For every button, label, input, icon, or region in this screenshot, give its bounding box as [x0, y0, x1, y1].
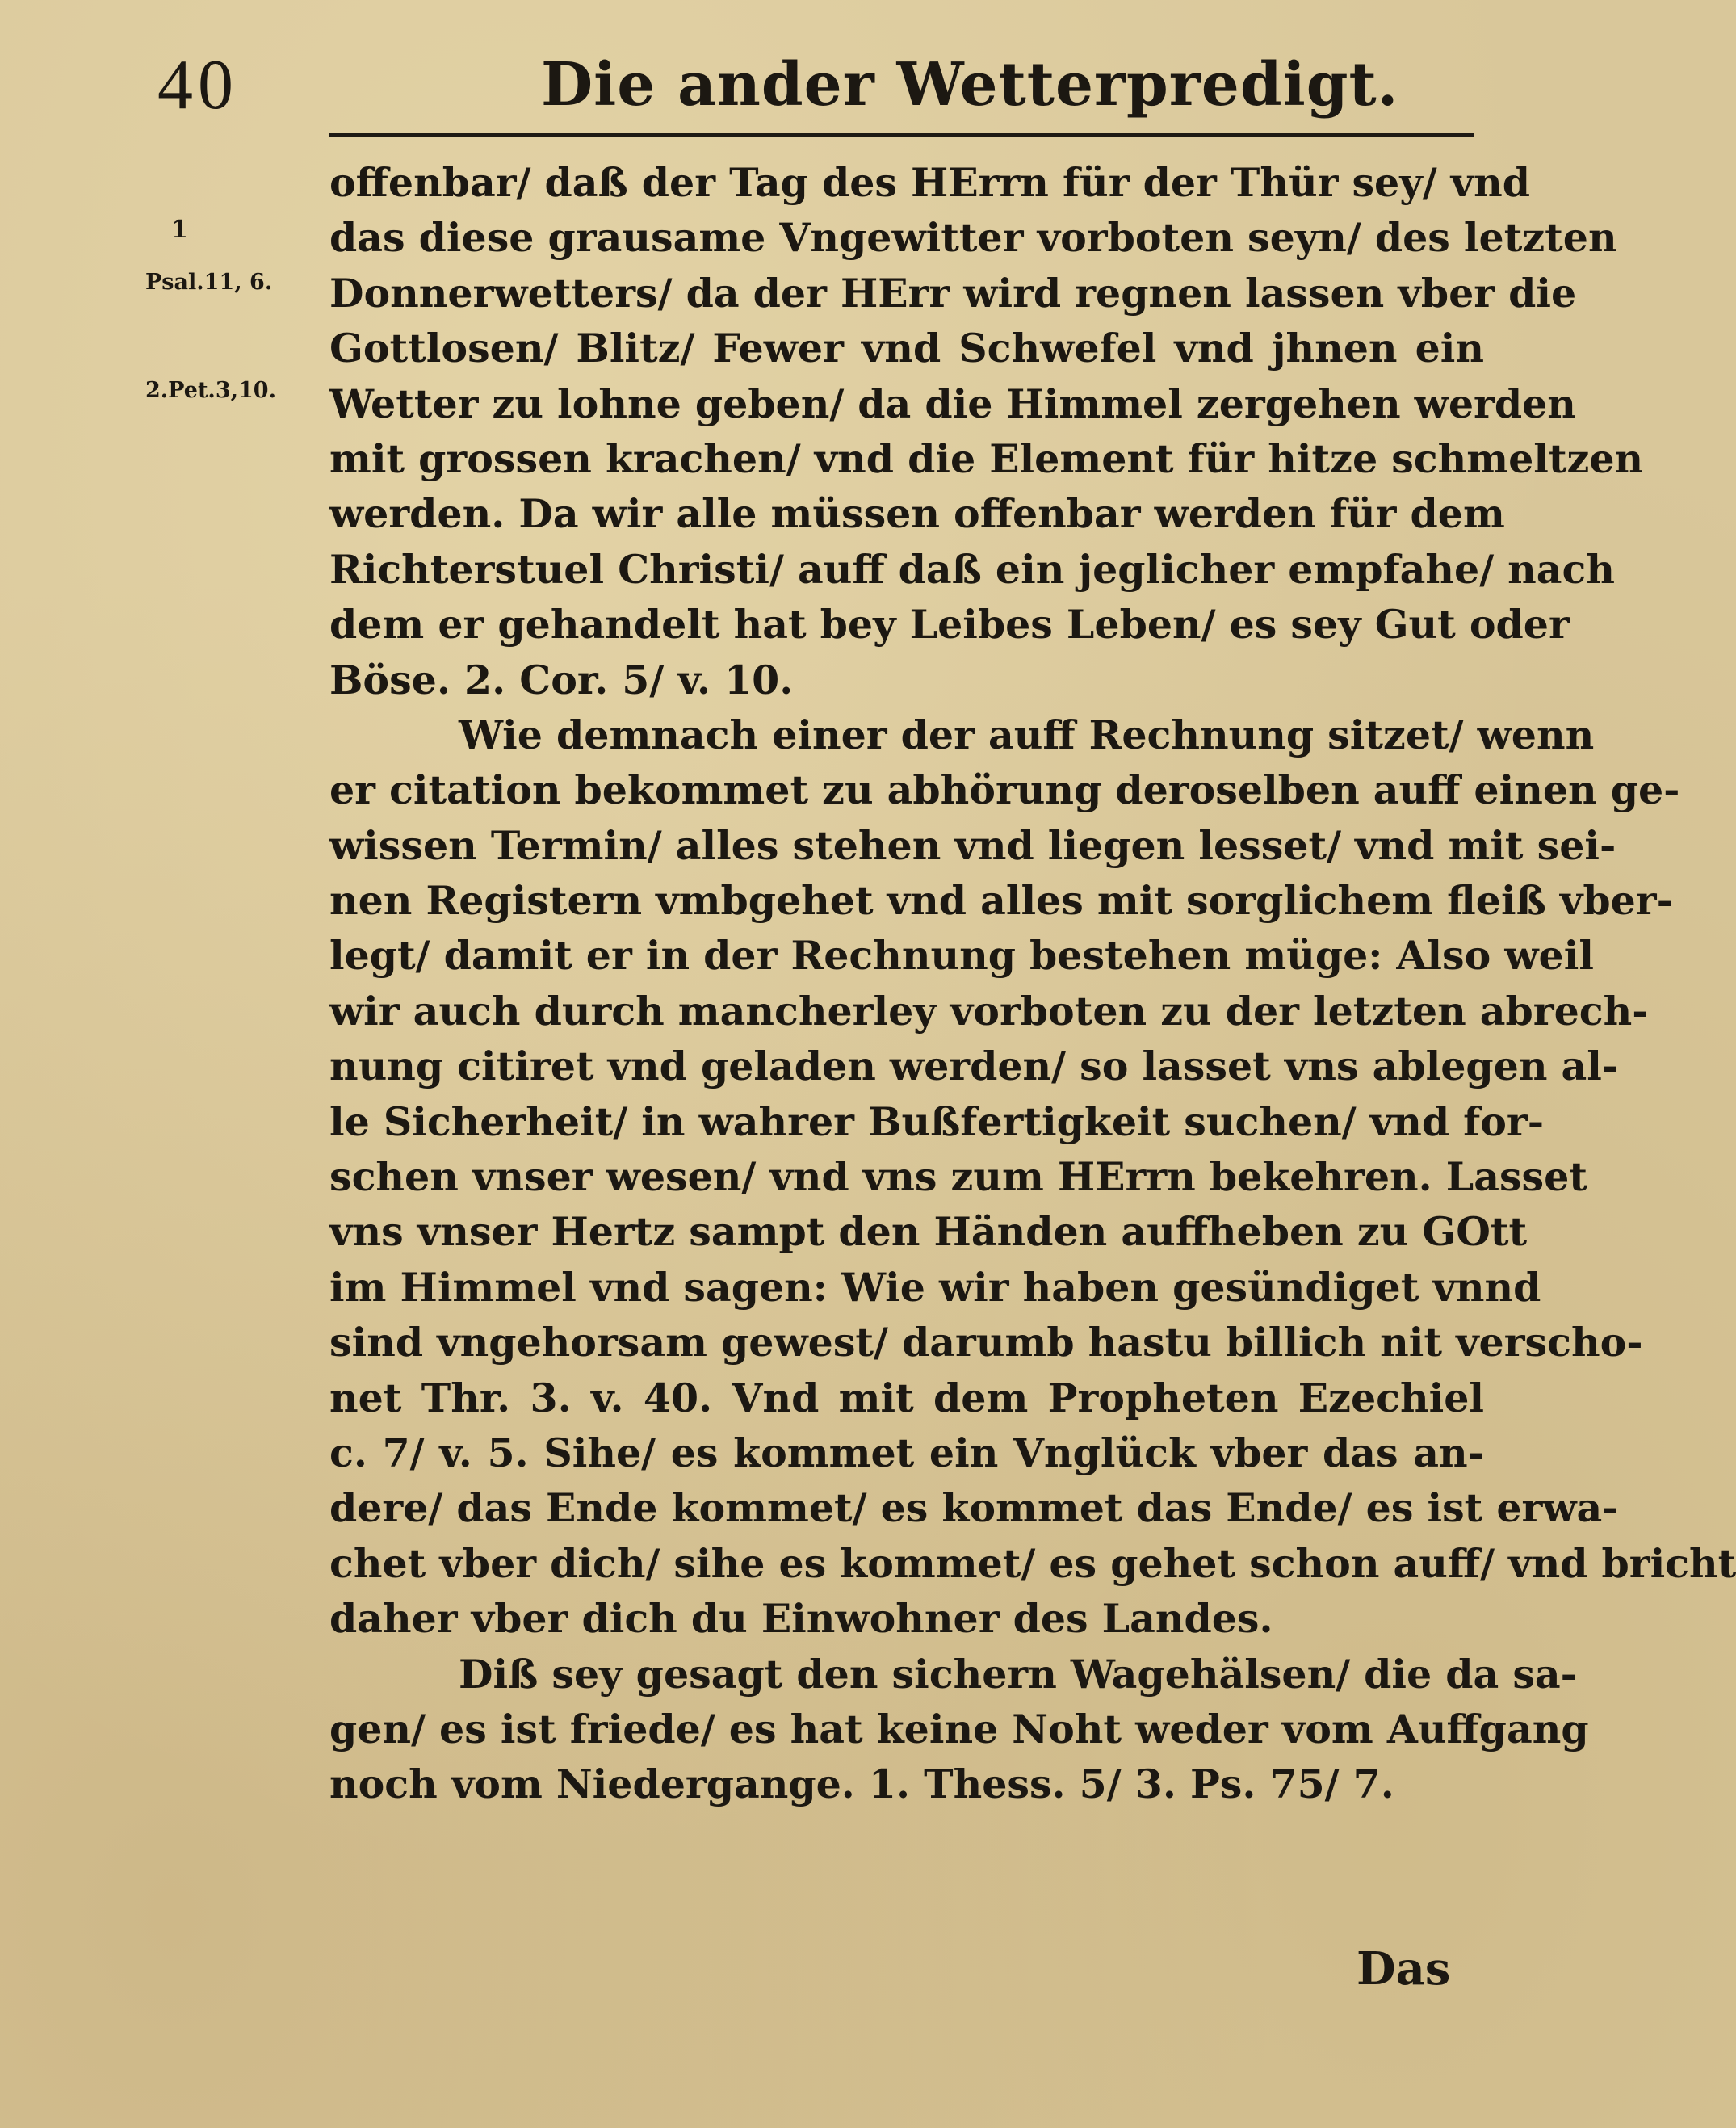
text-line: Donnerwetters/ da der HErr wird regnen lassen vber die	[329, 269, 1577, 317]
text-line: nen Registern vmbgehet vnd alles mit sorglichem fleiß vber-	[329, 877, 1673, 925]
catchword: Das	[1357, 1942, 1451, 1996]
body-text	[329, 155, 1736, 1812]
text-line: gen/ es ist friede/ es hat keine Noht weder vom Auffgang	[329, 1705, 1589, 1752]
text-line: er citation bekommet zu abhörung deroselben auff einen ge-	[329, 766, 1680, 814]
text-line: legt/ damit er in der Rechnung bestehen müge: Also weil	[329, 932, 1594, 980]
text-line: wir auch durch mancherley vorboten zu der letzten abrech-	[329, 987, 1649, 1035]
text-line: nung citiret vnd geladen werden/ so lasset vns ablegen al-	[329, 1043, 1619, 1090]
text-line: offenbar/ daß der Tag des HErrn für der Thür sey/ vnd	[329, 159, 1531, 206]
text-line: im Himmel vnd sagen: Wie wir haben gesündiget vnnd	[329, 1263, 1541, 1311]
text-line: werden. Da wir alle müssen offenbar werden für dem	[329, 490, 1505, 538]
text-line: sind vngehorsam gewest/ darumb hastu billich nit verscho-	[329, 1319, 1643, 1366]
text-line: Gottlosen/ Blitz/ Fewer vnd Schwefel vnd jhnen ein	[329, 325, 1484, 372]
text-line: dem er gehandelt hat bey Leibes Leben/ es sey Gut oder	[329, 601, 1570, 648]
text-line: das diese grausame Vngewitter vorboten seyn/ des letzten	[329, 214, 1617, 262]
text-line: Richterstuel Christi/ auff daß ein jeglicher empfahe/ nach	[329, 545, 1615, 593]
margin-mark: 1	[171, 216, 188, 244]
margin-note-psalm: Psal.11, 6.	[145, 270, 273, 295]
text-line: schen vnser wesen/ vnd vns zum HErrn bekehren. Lasset	[329, 1153, 1587, 1201]
text-line: daher vber dich du Einwohner des Landes.	[329, 1595, 1273, 1643]
text-line: Diß sey gesagt den sichern Wagehälsen/ die da sa-	[459, 1650, 1578, 1698]
text-line: Wie demnach einer der auff Rechnung sitzet/ wenn	[459, 711, 1595, 758]
text-line: noch vom Niedergange. 1. Thess. 5/ 3. Ps. 75/ 7.	[329, 1761, 1394, 1808]
margin-note-peter: 2.Pet.3,10.	[145, 378, 276, 403]
text-line: net Thr. 3. v. 40. Vnd mit dem Propheten Ezechiel	[329, 1374, 1484, 1421]
header-rule	[329, 133, 1474, 137]
text-line: Wetter zu lohne geben/ da die Himmel zergehen werden	[329, 380, 1576, 427]
text-line: mit grossen krachen/ vnd die Element für hitze schmeltzen	[329, 434, 1644, 482]
text-line: dere/ das Ende kommet/ es kommet das Ende/ es ist erwa-	[329, 1484, 1619, 1532]
text-line: wissen Termin/ alles stehen vnd liegen lesset/ vnd mit sei-	[329, 821, 1616, 869]
text-line: vns vnser Hertz sampt den Händen auffheben zu GOtt	[329, 1208, 1528, 1256]
text-line: c. 7/ v. 5. Sihe/ es kommet ein Vnglück vber das an-	[329, 1429, 1484, 1476]
page-number: 40	[157, 46, 238, 124]
text-line: le Sicherheit/ in wahrer Bußfertigkeit suchen/ vnd for-	[329, 1098, 1545, 1145]
text-line: chet vber dich/ sihe es kommet/ es gehet schon auff/ vnd bricht	[329, 1539, 1736, 1587]
running-title: Die ander Wetterpredigt.	[541, 50, 1399, 120]
text-line: Böse. 2. Cor. 5/ v. 10.	[329, 656, 794, 703]
